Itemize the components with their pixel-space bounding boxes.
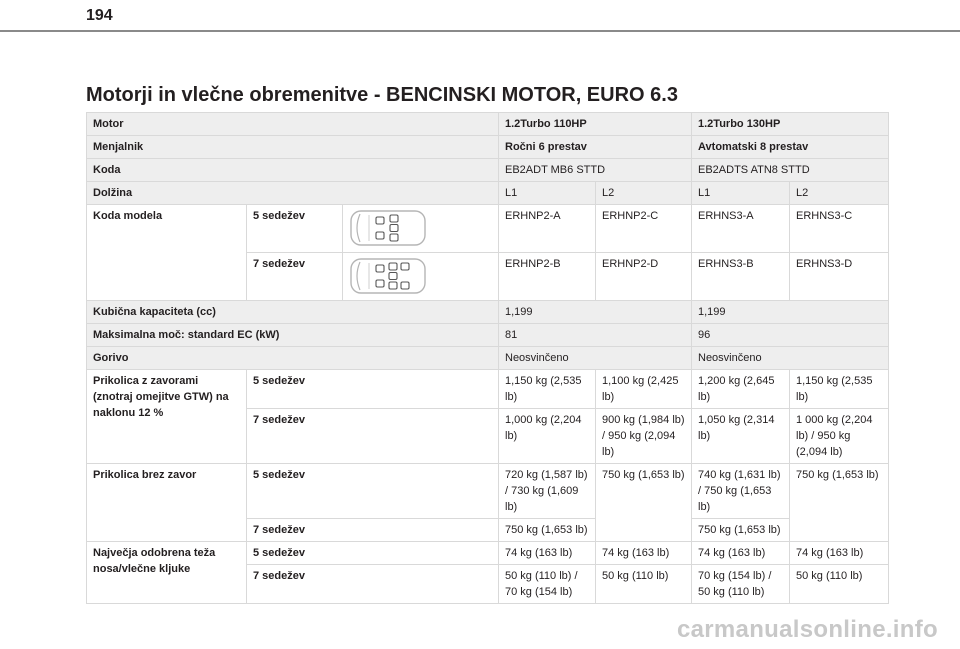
seats-label: 5 sedežev — [247, 464, 499, 519]
table-row — [87, 542, 889, 565]
seat-icon-cell — [343, 253, 499, 301]
seat-icon-cell — [343, 205, 499, 253]
table-cell: Neosvinčeno — [692, 347, 889, 370]
table-cell: ERHNS3-A — [692, 205, 790, 253]
table-cell: ERHNS3-C — [790, 205, 889, 253]
table-cell: ERHNP2-C — [596, 205, 692, 253]
watermark: carmanualsonline.info — [676, 616, 938, 643]
table-row — [87, 370, 889, 409]
table-row — [87, 182, 889, 205]
code-value: EB2ADT MB6 STTD — [499, 159, 692, 182]
table-cell: 74 kg (163 lb) — [499, 542, 596, 565]
gearbox-value: Ročni 6 prestav — [499, 136, 692, 159]
table-cell: 1,000 kg (2,204 lb) — [499, 409, 596, 464]
table-cell: 1,199 — [692, 301, 889, 324]
table-cell: ERHNP2-D — [596, 253, 692, 301]
table-cell: 1,199 — [499, 301, 692, 324]
seats-label: 5 sedežev — [247, 542, 499, 565]
power-label: Maksimalna moč: standard EC (kW) — [87, 324, 499, 347]
table-row — [87, 159, 889, 182]
table-cell: 74 kg (163 lb) — [790, 542, 889, 565]
seat-layout-5-icon — [349, 208, 431, 248]
table-row — [87, 205, 889, 253]
gearbox-label: Menjalnik — [87, 136, 499, 159]
capacity-label: Kubična kapaciteta (cc) — [87, 301, 499, 324]
table-row — [87, 347, 889, 370]
table-cell: 750 kg (1,653 lb) — [790, 464, 889, 542]
table-cell: 50 kg (110 lb) — [596, 565, 692, 604]
spec-table — [86, 112, 889, 604]
seats-label: 5 sedežev — [247, 205, 343, 253]
table-cell: 74 kg (163 lb) — [692, 542, 790, 565]
table-cell: L2 — [596, 182, 692, 205]
table-cell: L1 — [692, 182, 790, 205]
fuel-label: Gorivo — [87, 347, 499, 370]
table-row — [87, 464, 889, 519]
table-cell: 750 kg (1,653 lb) — [596, 464, 692, 542]
gearbox-value: Avtomatski 8 prestav — [692, 136, 889, 159]
table-cell: 1,150 kg (2,535 lb) — [499, 370, 596, 409]
towbar-load-label: Največja odobrena teža nosa/vlečne kljuke — [87, 542, 247, 604]
table-cell: 1 000 kg (2,204 lb) / 950 kg (2,094 lb) — [790, 409, 889, 464]
table-cell: 1,150 kg (2,535 lb) — [790, 370, 889, 409]
table-cell: L1 — [499, 182, 596, 205]
table-row — [87, 324, 889, 347]
table-cell: 70 kg (154 lb) / 50 kg (110 lb) — [692, 565, 790, 604]
model-code-label: Koda modela — [87, 205, 247, 301]
engine-1-header: 1.2Turbo 110HP — [499, 113, 692, 136]
engine-2-header: 1.2Turbo 130HP — [692, 113, 889, 136]
table-cell: 50 kg (110 lb) / 70 kg (154 lb) — [499, 565, 596, 604]
table-row — [87, 301, 889, 324]
page-number: 194 — [86, 7, 113, 24]
seats-label: 7 sedežev — [247, 253, 343, 301]
table-cell: ERHNS3-B — [692, 253, 790, 301]
table-cell: 900 kg (1,984 lb) / 950 kg (2,094 lb) — [596, 409, 692, 464]
table-cell: ERHNP2-B — [499, 253, 596, 301]
table-cell: 50 kg (110 lb) — [790, 565, 889, 604]
seats-label: 7 sedežev — [247, 409, 499, 464]
seats-label: 7 sedežev — [247, 565, 499, 604]
table-cell: 720 kg (1,587 lb) / 730 kg (1,609 lb) — [499, 464, 596, 519]
table-cell: 96 — [692, 324, 889, 347]
table-cell: 750 kg (1,653 lb) — [499, 519, 596, 542]
unbraked-trailer-label: Prikolica brez zavor — [87, 464, 247, 542]
table-cell: 74 kg (163 lb) — [596, 542, 692, 565]
table-cell: Neosvinčeno — [499, 347, 692, 370]
motor-label: Motor — [87, 113, 499, 136]
seats-label: 7 sedežev — [247, 519, 499, 542]
seat-layout-7-icon — [349, 256, 431, 296]
length-label: Dolžina — [87, 182, 499, 205]
table-cell: 740 kg (1,631 lb) / 750 kg (1,653 lb) — [692, 464, 790, 519]
table-cell: ERHNP2-A — [499, 205, 596, 253]
table-cell: 1,050 kg (2,314 lb) — [692, 409, 790, 464]
table-cell: 750 kg (1,653 lb) — [692, 519, 790, 542]
table-cell: 1,200 kg (2,645 lb) — [692, 370, 790, 409]
page-title: Motorji in vlečne obremenitve - BENCINSKI MOTOR, EURO 6.3 — [86, 84, 678, 106]
braked-trailer-label: Prikolica z zavorami (znotraj omejitve GTW) na naklonu 12 % — [87, 370, 247, 464]
table-row — [87, 113, 889, 136]
table-row — [87, 136, 889, 159]
seats-label: 5 sedežev — [247, 370, 499, 409]
header-rule — [0, 30, 960, 32]
code-label: Koda — [87, 159, 499, 182]
table-cell: 81 — [499, 324, 692, 347]
table-cell: ERHNS3-D — [790, 253, 889, 301]
table-cell: L2 — [790, 182, 889, 205]
table-cell: 1,100 kg (2,425 lb) — [596, 370, 692, 409]
code-value: EB2ADTS ATN8 STTD — [692, 159, 889, 182]
